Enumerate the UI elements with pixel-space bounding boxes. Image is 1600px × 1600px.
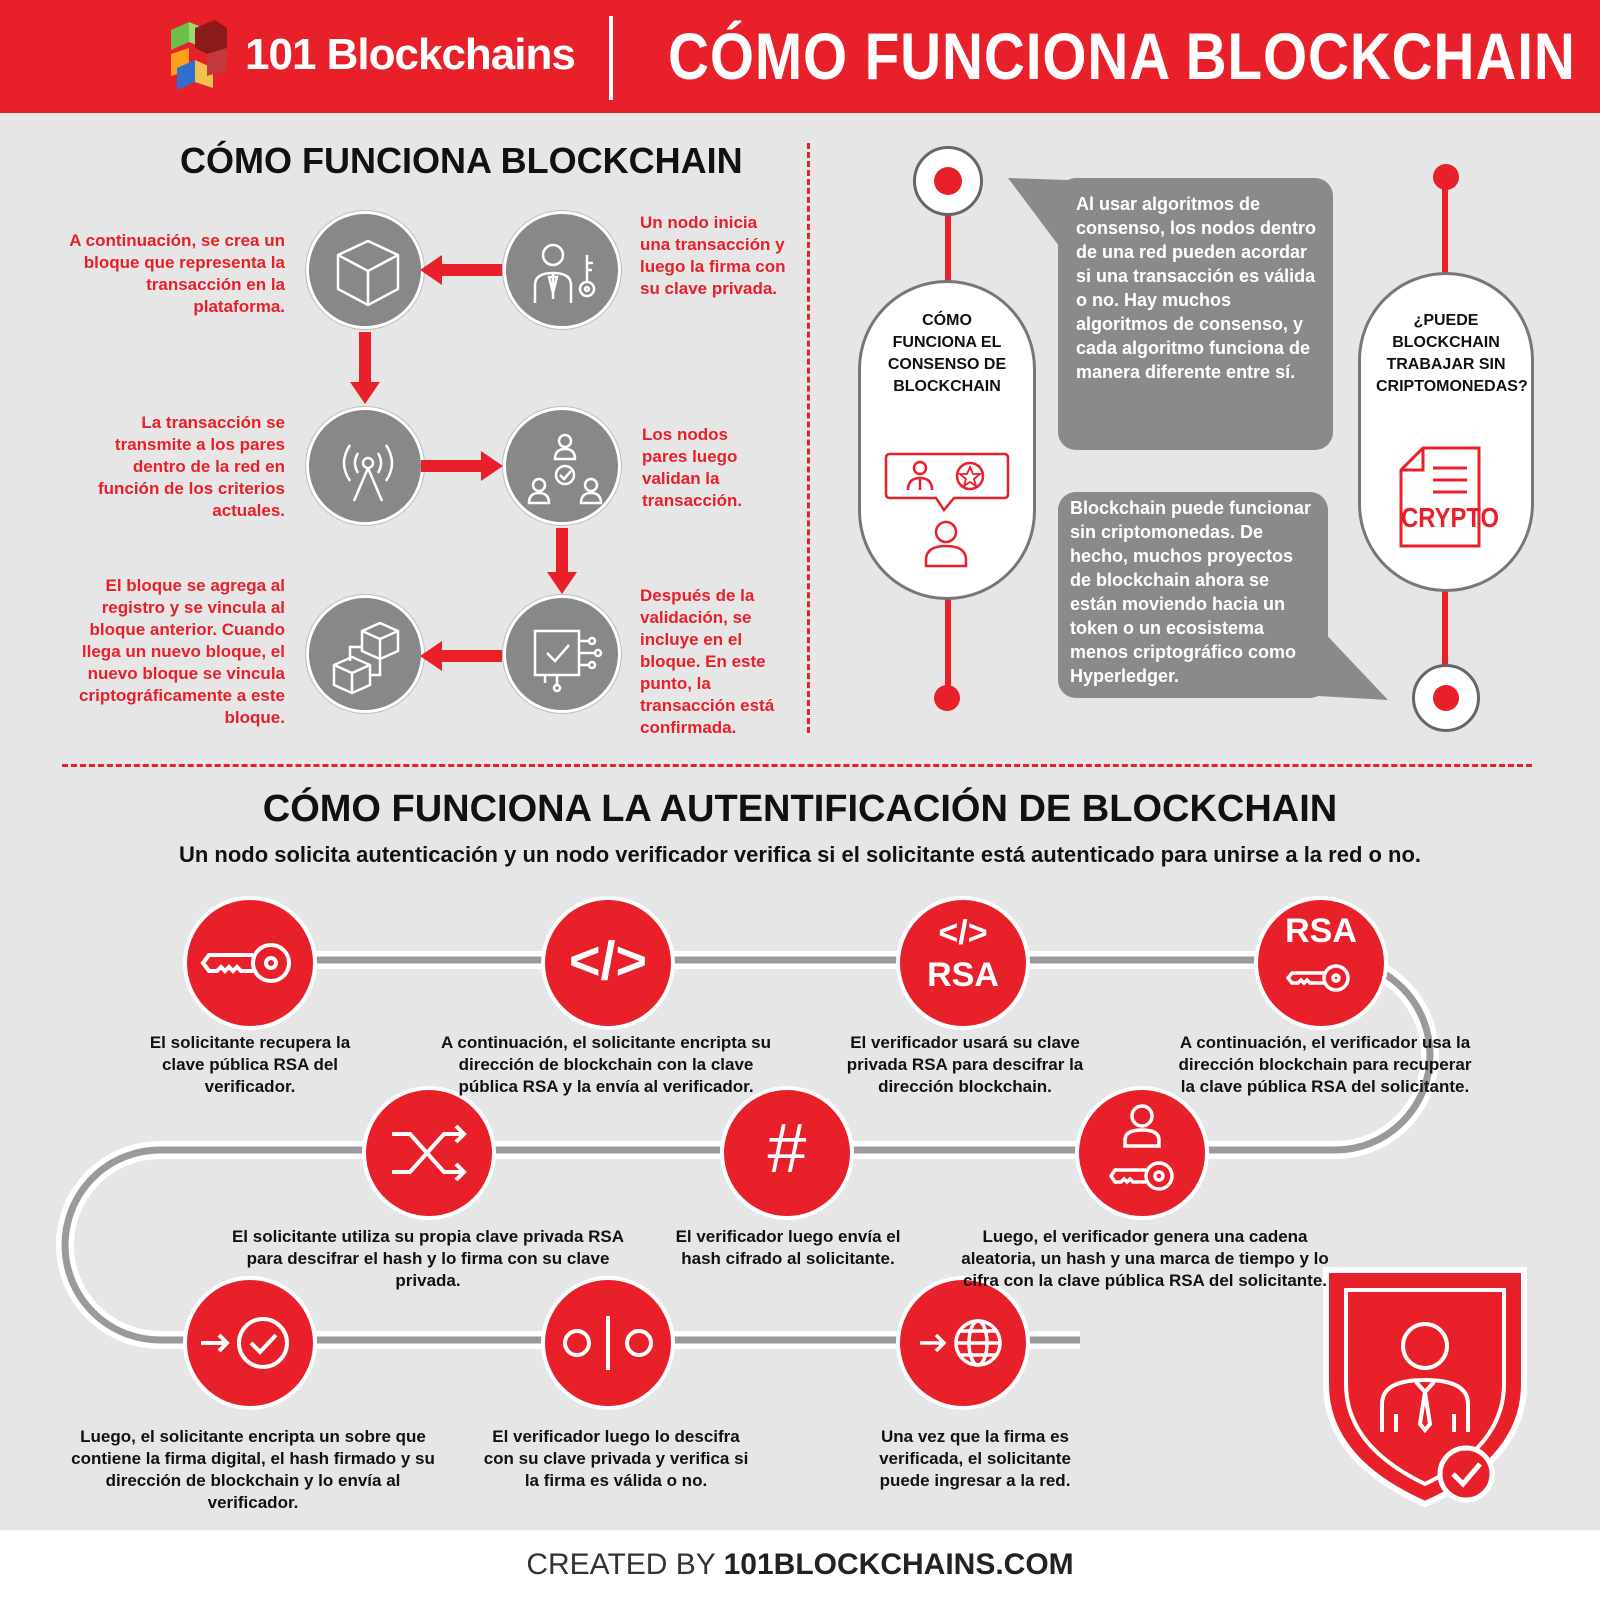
s1-step1-text: Un nodo inicia una transacción y luego la firma con su clave privada. xyxy=(640,213,786,298)
section1-title: CÓMO FUNCIONA BLOCKCHAIN xyxy=(180,140,743,181)
auth-step3-text: El verificador usará su clave privada RSA para descifrar la dirección blockchain. xyxy=(846,1033,1084,1096)
globe-enter-icon xyxy=(900,1280,1026,1406)
footer-prefix: CREATED BY xyxy=(526,1548,724,1581)
s1-step6-text: El bloque se agrega al registro y se vincula al bloque anterior. Cuando llega un nuevo bloque, el nuevo bloque se vincula criptográficamente a este bloque. xyxy=(79,576,285,727)
auth-step5-text: Luego, el verificador genera una cadena aleatoria, un hash y una marca de tiempo y lo cifra con la clave pública RSA del solicitante. xyxy=(961,1227,1329,1290)
consensus-bubble-text: Al usar algoritmos de consenso, los nodos dentro de una red pueden acordar si una transacción es válida o no. Hay muchos algoritmos de consenso, y cada algoritmo funciona de manera diferente entre sí. xyxy=(1076,194,1317,382)
step-code-rsa-circle xyxy=(896,896,1030,1030)
header-title: CÓMO FUNCIONA BLOCKCHAIN xyxy=(668,19,1576,93)
crypto-pill-label: ¿PUEDE BLOCKCHAIN TRABAJAR SIN CRIPTOMONEDAS? xyxy=(1376,312,1528,395)
step-hash-circle xyxy=(720,1086,854,1220)
section2-title: CÓMO FUNCIONA LA AUTENTIFICACIÓN DE BLOCKCHAIN xyxy=(262,788,1338,830)
auth-step2-text: A continuación, el solicitante encripta su dirección de blockchain con la clave pública RSA y la envía al verificador. xyxy=(441,1033,771,1096)
decrypt-icon xyxy=(545,1280,671,1406)
s1-step3-text: La transacción se transmite a los pares dentro de la red en función de los criterios actuales. xyxy=(97,413,285,520)
logo-text: 101 Blockchains xyxy=(245,30,575,79)
auth-step1-text: El solicitante recupera la clave pública RSA del verificador. xyxy=(149,1033,351,1096)
code-rsa-icon-top: </> xyxy=(938,914,988,952)
footer-site-link[interactable]: 101BLOCKCHAINS.COM xyxy=(723,1548,1074,1581)
step-shuffle-circle xyxy=(362,1086,496,1220)
rsa-key-icon-text: RSA xyxy=(1285,912,1357,950)
step-send-check-circle xyxy=(183,1276,317,1410)
consensus-pill-label: CÓMO FUNCIONA EL CONSENSO DE BLOCKCHAIN xyxy=(887,312,1007,395)
s1-step5-text: Después de la validación, se incluye en el bloque. En este punto, la transacción está confirmada. xyxy=(640,586,775,737)
auth-step8-text: Luego, el solicitante encripta un sobre que contiene la firma digital, el hash firmado y su dirección de blockchain y lo envía al verificador. xyxy=(71,1427,435,1512)
auth-step7-text: El solicitante utiliza su propia clave privada RSA para descifrar el hash y lo firma con su clave privada. xyxy=(231,1227,625,1290)
step-key-circle xyxy=(183,896,317,1030)
hash-icon: # xyxy=(767,1109,807,1187)
send-check-icon xyxy=(187,1280,313,1406)
footer-credit xyxy=(0,1548,1600,1582)
shuffle-icon xyxy=(366,1090,492,1216)
rsa-key-icon xyxy=(1258,900,1384,1026)
crypto-bubble-text: Blockchain puede funcionar sin criptomonedas. De hecho, muchos proyectos de blockchain ahora se están moviendo hacia un token o un ecosistema menos criptográfico como Hyperledger. xyxy=(1070,498,1312,686)
code-rsa-icon-bottom: RSA xyxy=(927,956,999,994)
step-code-circle xyxy=(541,896,675,1030)
auth-step10-text: Una vez que la firma es verificada, el solicitante puede ingresar a la red. xyxy=(879,1427,1071,1490)
auth-step6-text: El verificador luego envía el hash cifrado al solicitante. xyxy=(675,1227,901,1268)
verified-user-shield-icon xyxy=(1320,1264,1530,1514)
user-key-icon xyxy=(1079,1090,1205,1216)
key-icon xyxy=(187,900,313,1026)
code-icon: </> xyxy=(568,931,648,991)
crypto-doc-label: CRYPTO xyxy=(1401,502,1499,533)
step-decrypt-circle xyxy=(541,1276,675,1410)
auth-step4-text: A continuación, el verificador usa la dirección blockchain para recuperar la clave pública RSA del solicitante. xyxy=(1178,1033,1472,1096)
auth-step9-text: El verificador luego lo descifra con su clave privada y verifica si la firma es válida o no. xyxy=(483,1427,749,1490)
step-user-key-circle xyxy=(1075,1086,1209,1220)
s1-step2-text: A continuación, se crea un bloque que representa la transacción en la plataforma. xyxy=(69,231,285,316)
section2-subtitle: Un nodo solicita autenticación y un nodo verificador verifica si el solicitante está autenticado para unirse a la red o no. xyxy=(178,842,1422,867)
step-rsa-key-circle xyxy=(1254,896,1388,1030)
step-network-circle xyxy=(896,1276,1030,1410)
s1-step4-text: Los nodos pares luego validan la transacción. xyxy=(642,425,743,510)
